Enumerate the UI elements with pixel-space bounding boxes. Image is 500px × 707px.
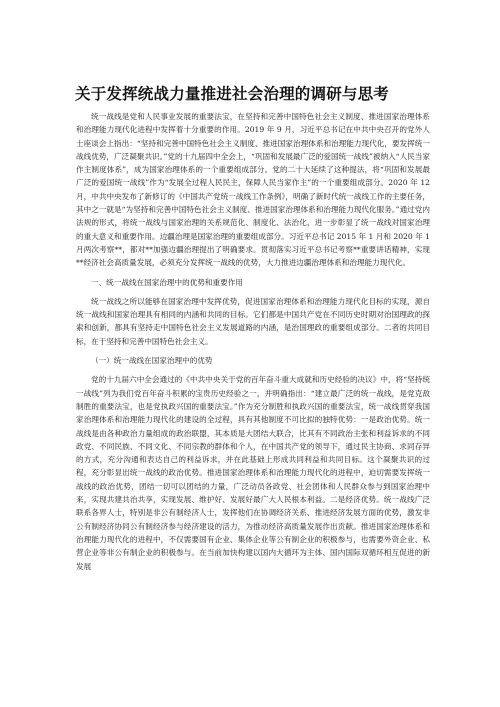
document-body [76, 110, 430, 576]
paragraph-intro: 统一战线是党和人民事业发展的重要法宝，在坚持和完善中国特色社会主义制度、推进国家治理体系和治理能力现代化进程中发挥着十分重要的作用。2019 年 9 月，习近平总书记在中共中央召开的党外人士座谈会上指出：“坚持和完善中国特色社会主义制度、推进国家治理体系和治理能力现代化，要发挥统一战线优势，广泛凝聚共识。”党的十九届四中全会上，“巩固和发展最广泛的爱国统一战线”被纳入“人民当家作主制度体系”，成为国家治理体系的一个重要组成部分。党的二十大延续了这种提法，将“巩固和发展最广泛的爱国统一战线”作为“发展全过程人民民主，保障人民当家作主”的一个重要组成部分。2020 年 12 月，中共中央发布了新修订的《中国共产党统一战线工作条例》，明确了新时代统一战线工作的主要任务，其中之一就是“为坚持和完善中国特色社会主义制度、推进国家治理体系和治理能力现代化服务。”通过党内法规的形式，将统一战线与国家治理的关系规范化、制度化、法治化，进一步彰显了统一战线对国家治理的重大意义和重要作用。边疆治理是国家治理的重要组成部分。习近平总书记 2015 年 1 月和 2020 年 1 月两次考察**，都对**加强边疆治理提出了明确要求。贯彻落实习近平总书记考察**重要讲话精神，实现**经济社会高质量发展，必须充分发挥统一战线的优势，大力推进边疆治理体系和治理能力现代化。 [76, 112, 430, 268]
paragraph-section-1: 统一战线之所以能够在国家治理中发挥优势，促进国家治理体系和治理能力现代化目标的实现，源自统一战线和国家治理具有相同的内涵和共同的目标。它们都是中国共产党在不同历史时期对治国理政的探索和创新，都具有坚持走中国特色社会主义发展道路的内涵，是治国理政的重要组成部分。二者的共同目标，在于坚持和完善中国特色社会主义。 [76, 296, 430, 346]
subsection-heading-1: （一）统一战线在国家治理中的优势 [91, 356, 213, 366]
section-heading-1: 一、统一战线在国家治理中的优势和重要作用 [91, 277, 243, 287]
document-title: 关于发挥统战力量推进社会治理的调研与思考 [75, 84, 390, 103]
paragraph-subsection-1: 党的十九届六中全会通过的《中共中央关于党的百年奋斗重大成就和历史经验的决议》中，将“坚持统一战线”列为我们党百年奋斗积累的宝贵历史经验之一，并明确指出：“建立最广泛的统一战线，是党克敌制胜的重要法宝，也是党执政兴国的重要法宝。”作为充分制胜和执政兴国的重要法宝，统一战线贯穿我国家治理体系和治理能力现代化的建设的全过程，具有其他制度不可比拟的独特优势：一是政治优势。统一战线是由各种政治力量组成的政治联盟，其本质是大团结大联合，比其有不同政治主张和利益诉求的不同政党、不同民族、不同文化、不同宗教的群体和个人，在中国共产党的领导下，通过民主协商、求同存异的方式，充分沟通和表达自己的利益诉求，并在此基础上形成共同利益和共同目标。这个凝聚共识的过程，充分彰显出统一战线的政治优势。推进国家治理体系和治理能力现代化的进程中，迫切需要发挥统一战线的政治优势，团结一切可以团结的力量，广泛动员各政党、社会团体和人民群众参与到国家治理中来，实现共建共治共享，实现发展、维护好、发展好最广大人民根本利益。二是经济优势。统一战线广泛联系各界人士，特别是非公有制经济人士，发挥他们在协调经济关系、推进经济发展方面的优势，激发非公有制经济协同公有制经济参与经济建设的活力，为推动经济高质量发展作出贡献。推进国家治理体系和治理能力现代化的进程中，不仅需要国有企业、集体企业等公有制企业的积极参与，也需要外资企业、私营企业等非公有制企业的积极参与。在当前加快构建以国内大循环为主体、国内国际双循环相互促进的新发展 [76, 375, 430, 571]
